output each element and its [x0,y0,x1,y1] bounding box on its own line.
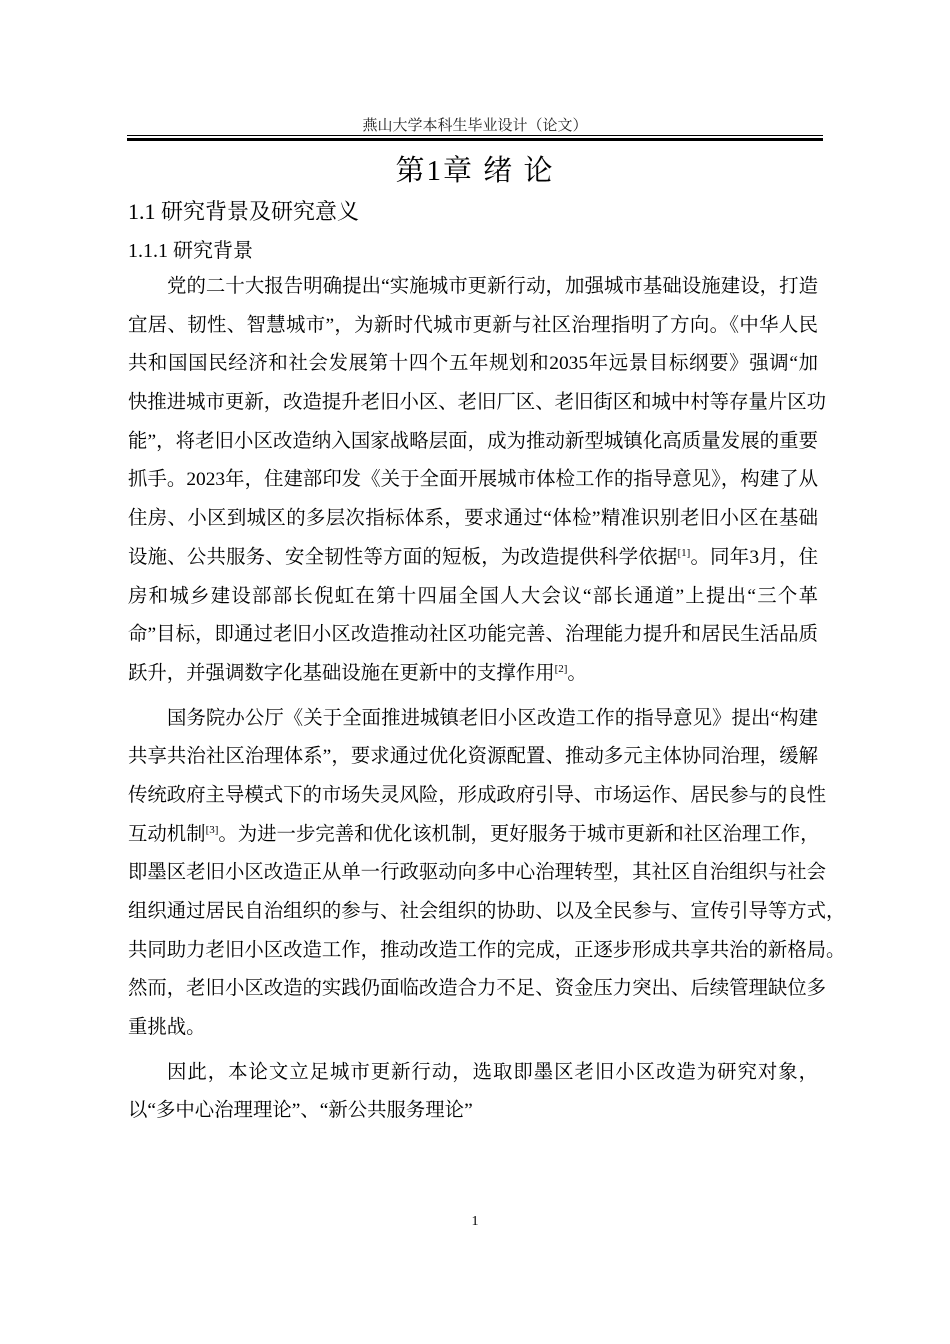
text-segment: 共享共治社区治理体系”，要求通过优化资源配置、推动多元主体协同治理，缓解 [128,746,818,768]
text-line [128,465,818,504]
text-segment: 共同助力老旧小区改造工作，推动改造工作的完成，正逐步形成共享共治的新格局。 [128,939,846,961]
text-line [128,427,818,466]
text-segment: 设施、公共服务、安全韧性等方面的短板，为改造提供科学依据 [128,546,678,568]
text-segment: 共和国国民经济和社会发展第十四个五年规划和2035年远景目标纲要》强调“加 [128,353,818,375]
text-segment: 因此，本论文立足城市更新行动，选取即墨区老旧小区改造为研究对象， [167,1061,818,1083]
paragraph [128,272,827,698]
text-line [128,504,818,543]
text-segment: 国务院办公厅《关于全面推进城镇老旧小区改造工作的指导意见》提出“构建 [167,707,818,729]
text-line [128,897,846,936]
text-line [128,620,818,659]
text-segment: 。同年3月，住 [690,546,819,568]
header-rule-thin [127,135,823,136]
text-segment: 住房、小区到城区的多层次指标体系，要求通过“体检”精准识别老旧小区在基础 [128,508,818,530]
text-line [128,974,827,1013]
text-segment: 跃升，并强调数字化基础设施在更新中的支撑作用 [128,662,555,684]
text-segment: 传统政府主导模式下的市场失灵风险，形成政府引导、市场运作、居民参与的良性 [128,784,827,806]
paragraph [128,704,846,1052]
text-line [128,272,818,311]
text-line [128,311,818,350]
text-segment: 然而，老旧小区改造的实践仍面临改造合力不足、资金压力突出、后续管理缺位多 [128,978,827,1000]
text-segment: 党的二十大报告明确提出“实施城市更新行动，加强城市基础设施建设，打造 [167,276,818,297]
text-segment: 。为进一步完善和优化该机制，更好服务于城市更新和社区治理工作， [218,823,820,845]
chapter-title: 第1章 绪 论 [395,155,555,187]
text-segment: 以“多中心治理理论”、“新公共服务理论” [128,1100,473,1122]
text-line [128,820,818,859]
running-header: 燕山大学本科生毕业设计（论文） [362,118,588,134]
text-line [128,936,846,975]
text-line [128,388,827,427]
body-text [128,272,846,1141]
subsection-heading: 1.1.1 研究背景 [128,240,253,262]
text-segment: 抓手。2023年，住建部印发《关于全面开展城市体检工作的指导意见》，构建了从 [128,469,818,491]
citation-ref: [3] [205,823,219,836]
text-segment: 互动机制 [128,823,206,845]
text-line [128,1096,818,1135]
text-segment: 宜居、韧性、智慧城市”，为新时代城市更新与社区治理指明了方向。《中华人民 [128,314,818,336]
text-line [128,543,818,582]
text-segment: 快推进城市更新，改造提升老旧小区、老旧厂区、老旧街区和城中村等存量片区功 [128,392,827,414]
text-line [128,704,818,743]
header-rule-thick [127,138,823,141]
text-line [128,659,818,698]
page-number: 1 [471,1214,479,1229]
text-line [128,781,827,820]
text-segment: 即墨区老旧小区改造正从单一行政驱动向多中心治理转型，其社区自治组织与社会 [128,862,827,884]
text-segment: 房和城乡建设部部长倪虹在第十四届全国人大会议“部长通道”上提出“三个革 [128,585,818,607]
text-segment: 。 [567,662,587,684]
text-segment: 重挑战。 [128,1017,206,1039]
text-line [128,742,818,781]
citation-ref: [1] [677,546,691,559]
text-segment: 能”，将老旧小区改造纳入国家战略层面，成为推动新型城镇化高质量发展的重要 [128,430,818,452]
text-segment: 命”目标，即通过老旧小区改造推动社区功能完善、治理能力提升和居民生活品质 [128,624,818,646]
text-segment: 组织通过居民自治组织的参与、社会组织的协助、以及全民参与、宣传引导等方式， [128,901,846,922]
text-line [128,349,818,388]
paragraph [128,1058,818,1135]
text-line [128,858,827,897]
citation-ref: [2] [554,662,568,675]
text-line [128,1058,818,1097]
text-line [128,582,818,621]
text-line [128,1013,818,1052]
section-heading: 1.1 研究背景及研究意义 [128,199,360,224]
